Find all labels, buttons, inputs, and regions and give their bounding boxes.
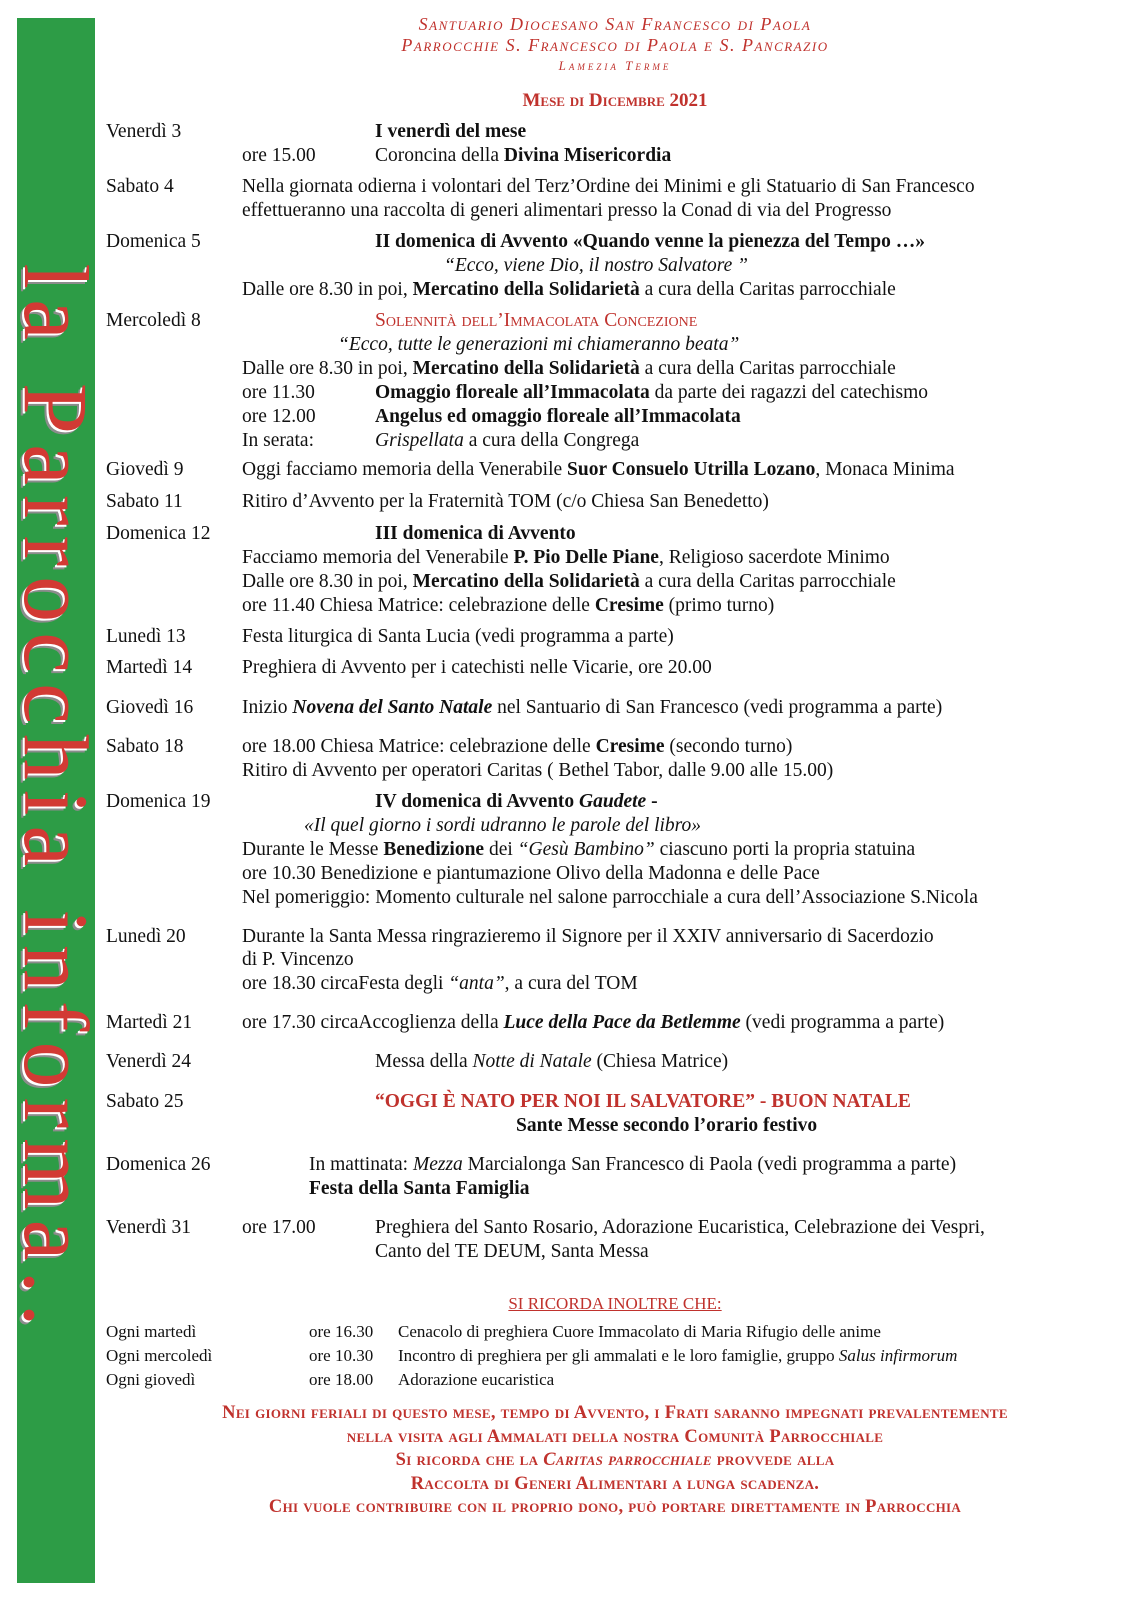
text-bold-italic: Luce della Pace da Betlemme [503, 1012, 741, 1033]
text: (vedi programma a parte) [740, 1012, 945, 1033]
footer-line: Chi vuole contribuire con il proprio dono, può portare direttamente in Parrocchia [268, 1497, 962, 1517]
event-line [242, 972, 638, 996]
event-time: ore 17.00 [242, 1217, 316, 1238]
text-italic: Mezza [412, 1154, 463, 1175]
text-italic: Salus infirmorum [838, 1346, 958, 1365]
event-line [242, 735, 792, 759]
event-line [242, 357, 896, 381]
event-line: Festa liturgica di Santa Lucia (vedi programma a parte) [242, 626, 674, 647]
text-italic: Caritas parrocchiale [543, 1450, 712, 1470]
event-day: Mercoledì 8 [106, 310, 201, 331]
event-quote: “Ecco, tutte le generazioni mi chiameranno beata” [338, 334, 740, 355]
text: (Chiesa Matrice) [591, 1051, 729, 1072]
event-line [375, 144, 671, 168]
text: Inizio [242, 697, 293, 718]
text: , Monaca Minima [815, 459, 955, 480]
event-line [242, 570, 896, 594]
text: Marcialonga San Francesco di Paola (vedi programma a parte) [462, 1154, 957, 1175]
event-day: Domenica 12 [106, 523, 211, 544]
weekly-desc: Adorazione eucaristica [398, 1370, 555, 1389]
header-city: Lamezia Terme [558, 58, 672, 73]
text: da parte dei ragazzi del catechismo [649, 382, 929, 403]
event-line [375, 1050, 728, 1074]
text: a cura della Caritas parrocchiale [639, 279, 896, 300]
event-day: Domenica 26 [106, 1154, 211, 1175]
event-day: Martedì 21 [106, 1012, 193, 1033]
event-line: ore 10.30 Benedizione e piantumazione Olivo della Madonna e delle Pace [242, 863, 820, 884]
header-parishes: Parrocchie S. Francesco di Paola e S. Pancrazio [401, 35, 829, 55]
event-title: III domenica di Avvento [375, 523, 576, 544]
text-bold: Mercatino della Solidarietà [412, 358, 640, 379]
footer-notice [110, 1402, 1120, 1520]
text: Facciamo memoria del Venerabile [242, 547, 514, 568]
event-day: Sabato 11 [106, 491, 183, 512]
footer-line: Raccolta di Generi Alimentari a lunga scadenza. [410, 1473, 820, 1494]
text: a cura della Caritas parrocchiale [639, 358, 896, 379]
text-bold: Benedizione [383, 839, 485, 860]
footer-line: Nei giorni feriali di questo mese, tempo di Avvento, i Frati saranno impegnati prevalentemente [222, 1403, 1008, 1423]
event-day: Domenica 19 [106, 791, 211, 812]
event-day: Giovedì 9 [106, 459, 184, 480]
event-quote: “Ecco, viene Dio, il nostro Salvatore ” [444, 255, 749, 276]
text-bold-italic: Novena del Santo Natale [292, 697, 493, 718]
event-line: Preghiera di Avvento per i catechisti nelle Vicarie, ore 20.00 [242, 657, 712, 678]
footer-line: nella visita agli Ammalati della nostra Comunità Parrocchiale [346, 1426, 884, 1447]
page-title: Mese di Dicembre 2021 [522, 90, 708, 111]
event-quote: «Il quel giorno i sordi udranno le parole del libro» [304, 815, 702, 836]
event-time: ore 15.00 [242, 145, 316, 166]
sidebar-title: la Parrocchia informa.. [5, 263, 107, 1337]
event-day: Venerdì 3 [106, 121, 182, 142]
text: , Religioso sacerdote Minimo [658, 547, 890, 568]
text-bold: - [646, 791, 658, 812]
text: a cura della Congrega [463, 430, 640, 451]
text-bold: P. Pio Delle Piane [513, 547, 659, 568]
event-title: Festa della Santa Famiglia [309, 1178, 530, 1199]
text: provvede alla [711, 1450, 835, 1470]
event-day: Lunedì 13 [106, 626, 186, 647]
event-line [375, 381, 928, 405]
text-bold: Cresime [594, 595, 664, 616]
event-title: I venerdì del mese [375, 121, 527, 142]
event-day: Martedì 14 [106, 657, 193, 678]
event-line: Ritiro d’Avvento per la Fraternità TOM (c/o Chiesa San Benedetto) [242, 491, 769, 512]
weekly-desc [398, 1344, 957, 1367]
event-line: Nella giornata odierna i volontari del Terz’Ordine dei Minimi e gli Statuario di San Francesco [242, 176, 975, 197]
event-day: Sabato 18 [106, 736, 184, 757]
text: dei [484, 839, 518, 860]
event-time: ore 12.00 [242, 406, 316, 427]
text: ciascuno porti la propria statuina [654, 839, 916, 860]
event-line: Angelus ed omaggio floreale all’Immacolata [375, 406, 741, 427]
event-line: Preghiera del Santo Rosario, Adorazione Eucaristica, Celebrazione dei Vespri, [375, 1217, 985, 1238]
weekly-time: ore 10.30 [309, 1346, 374, 1365]
event-line: effettueranno una raccolta di generi alimentari presso la Conad di via del Progresso [242, 200, 892, 221]
event-title: II domenica di Avvento «Quando venne la pienezza del Tempo …» [375, 231, 926, 252]
text: Oggi facciamo memoria della Venerabile [242, 459, 568, 480]
text-bold-italic: Gaudete [579, 791, 647, 812]
event-line: Canto del TE DEUM, Santa Messa [375, 1241, 649, 1262]
text-bold: Mercatino della Solidarietà [412, 571, 640, 592]
text: nel Santuario di San Francesco (vedi programma a parte) [492, 697, 943, 718]
weekly-day: Ogni martedì [106, 1322, 197, 1341]
event-line [375, 429, 639, 453]
text: Dalle ore 8.30 in poi, [242, 358, 413, 379]
event-line [242, 594, 774, 618]
text-italic: Notte di Natale [472, 1051, 592, 1072]
text: a cura della Caritas parrocchiale [639, 571, 896, 592]
weekly-day: Ogni mercoledì [106, 1346, 213, 1365]
text: Dalle ore 8.30 in poi, [242, 571, 413, 592]
event-day: Giovedì 16 [106, 697, 194, 718]
event-line: di P. Vincenzo [242, 949, 354, 970]
event-line: Durante la Santa Messa ringrazieremo il Signore per il XXIV anniversario di Sacerdozio [242, 926, 934, 947]
text-bold: Cresime [595, 736, 665, 757]
text: ore 18.00 Chiesa Matrice: celebrazione delle [242, 736, 596, 757]
event-line: Sante Messe secondo l’orario festivo [516, 1115, 818, 1136]
header-sanctuary: Santuario Diocesano San Francesco di Paola [418, 14, 812, 34]
text: Coroncina della [375, 145, 504, 166]
event-line: Nel pomeriggio: Momento culturale nel salone parrocchiale a cura dell’Associazione S.Nicola [242, 887, 978, 908]
text: ore 17.30 circaAccoglienza della [242, 1012, 504, 1033]
text: (secondo turno) [664, 736, 793, 757]
text: Durante le Messe [242, 839, 384, 860]
event-line: Ritiro di Avvento per operatori Caritas ( Bethel Tabor, dalle 9.00 alle 15.00) [242, 760, 834, 781]
weekly-time: ore 18.00 [309, 1370, 374, 1389]
text-italic: “Gesù Bambino” [517, 839, 655, 860]
event-line [242, 546, 890, 570]
text-italic: Grispellata [375, 430, 464, 451]
event-line [309, 1153, 956, 1177]
weekly-day: Ogni giovedì [106, 1370, 196, 1389]
text-bold: Omaggio floreale all’Immacolata [375, 382, 650, 403]
event-day: Venerdì 24 [106, 1051, 192, 1072]
event-time: ore 11.30 [242, 382, 315, 403]
text: ore 18.30 circaFesta degli [242, 973, 449, 994]
weekly-desc: Cenacolo di preghiera Cuore Immacolato di Maria Rifugio delle anime [398, 1322, 881, 1341]
footer-line [110, 1449, 1120, 1473]
event-title [375, 790, 658, 814]
text-bold: Suor Consuelo Utrilla Lozano [567, 459, 816, 480]
text: (primo turno) [663, 595, 775, 616]
text: Dalle ore 8.30 in poi, [242, 279, 413, 300]
text: Incontro di preghiera per gli ammalati e le loro famiglie, gruppo [398, 1346, 839, 1365]
text: , a cura del TOM [504, 973, 638, 994]
event-day: Lunedì 20 [106, 926, 186, 947]
event-line [242, 458, 955, 482]
text-bold: IV domenica di Avvento [375, 791, 580, 812]
event-time: In serata: [242, 430, 315, 451]
event-line [242, 278, 896, 302]
event-title: “OGGI È NATO PER NOI IL SALVATORE” - BUON NATALE [375, 1091, 911, 1112]
weekly-time: ore 16.30 [309, 1322, 374, 1341]
event-day: Sabato 4 [106, 176, 174, 197]
text: Si ricorda che la [395, 1450, 544, 1470]
text-bold: Mercatino della Solidarietà [412, 279, 640, 300]
event-day: Venerdì 31 [106, 1217, 192, 1238]
event-title: Solennità dell’Immacolata Concezione [375, 310, 698, 331]
event-day: Sabato 25 [106, 1091, 184, 1112]
event-line [242, 1011, 944, 1035]
text: ore 11.40 Chiesa Matrice: celebrazione delle [242, 595, 595, 616]
recall-heading: SI RICORDA INOLTRE CHE: [508, 1294, 722, 1313]
event-line [242, 838, 915, 862]
text-bold: Divina Misericordia [503, 145, 672, 166]
text: Messa della [375, 1051, 473, 1072]
text-italic: “anta” [448, 973, 505, 994]
event-day: Domenica 5 [106, 231, 201, 252]
text: In mattinata: [309, 1154, 413, 1175]
event-line [242, 696, 942, 720]
